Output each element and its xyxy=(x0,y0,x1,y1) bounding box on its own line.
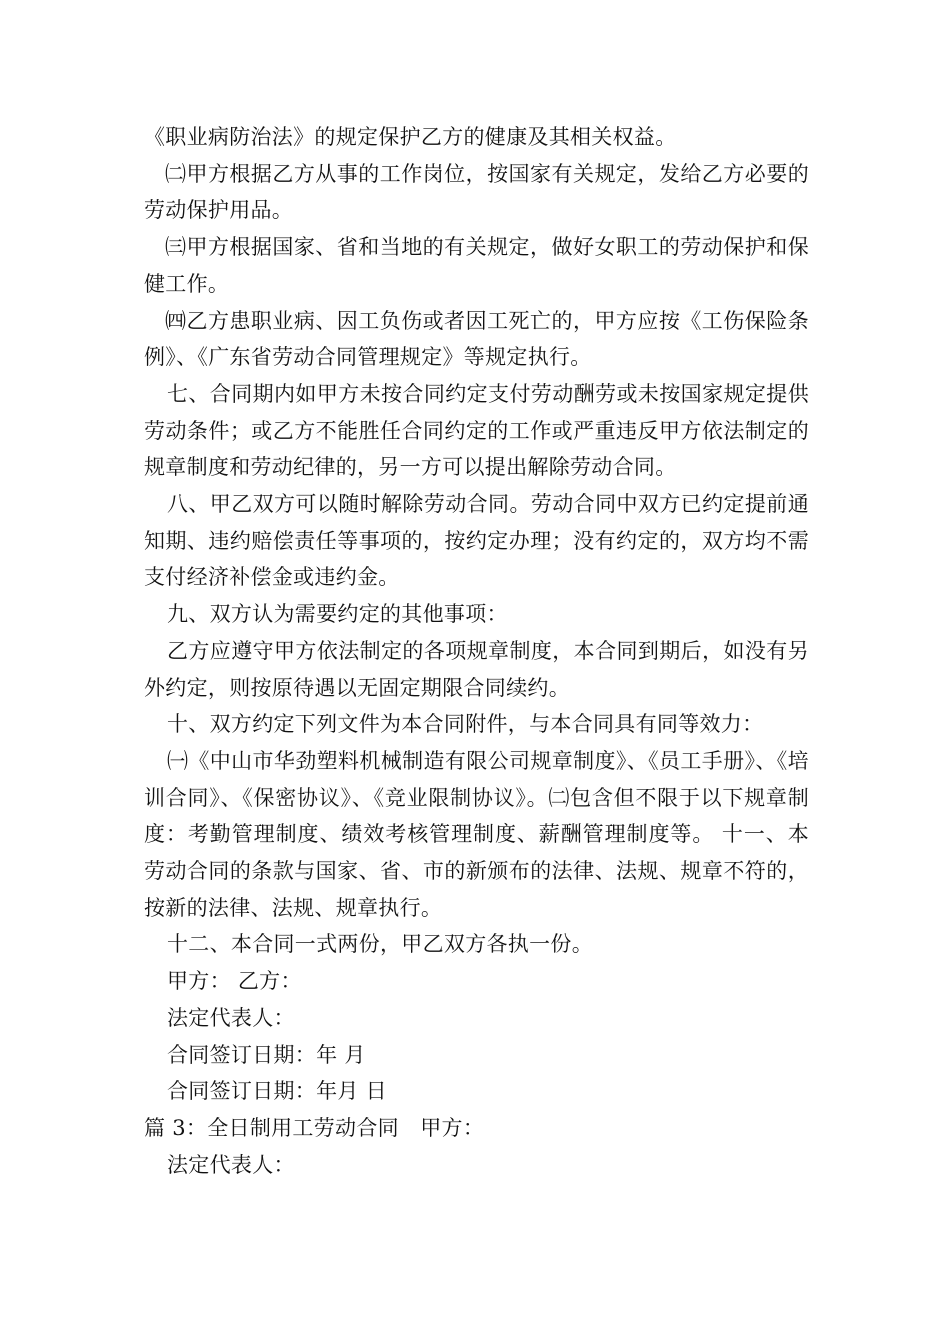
paragraph-work-injury: ㈣乙方患职业病、因工负伤或者因工死亡的，甲方应按《工伤保险条例》、《广东省劳动合同管理规定》等规定执行。 xyxy=(144,308,809,370)
paragraph-occupational-law: 《职业病防治法》的规定保护乙方的健康及其相关权益。 xyxy=(144,125,677,149)
paragraph-clause-8: 八、甲乙双方可以随时解除劳动合同。劳动合同中双方已约定提前通知期、违约赔偿责任等事项的，按约定办理；没有约定的，双方均不需支付经济补偿金或违约金。 xyxy=(144,492,809,590)
paragraph-female-workers: ㈢甲方根据国家、省和当地的有关规定，做好女职工的劳动保护和保健工作。 xyxy=(144,235,809,296)
paragraph-clause-12: 十二、本合同一式两份，甲乙双方各执一份。 xyxy=(167,932,593,957)
paragraph-clause-10: 十、双方约定下列文件为本合同附件，与本合同具有同等效力： xyxy=(167,712,764,737)
signature-legal-rep: 法定代表人： xyxy=(167,1005,295,1030)
section-heading-part-3: 篇 3：全日制用工劳动合同 甲方： xyxy=(144,1115,485,1140)
part3-legal-rep: 法定代表人： xyxy=(167,1152,295,1177)
signature-parties: 甲方： 乙方： xyxy=(167,969,302,994)
signature-date-1: 合同签订日期：年 月 xyxy=(167,1042,366,1067)
paragraph-clause-9: 九、双方认为需要约定的其他事项： xyxy=(167,602,508,627)
paragraph-protective-equipment: ㈡甲方根据乙方从事的工作岗位，按国家有关规定，发给乙方必要的劳动保护用品。 xyxy=(144,161,809,223)
paragraph-rules-compliance: 乙方应遵守甲方依法制定的各项规章制度，本合同到期后，如没有另外约定，则按原待遇以无固定期限合同续约。 xyxy=(144,638,809,700)
paragraph-attachments: ㈠《中山市华劲塑料机械制造有限公司规章制度》、《员工手册》、《培训合同》、《保密协议》、《竞业限制协议》。㈡包含但不限于以下规章制度：考勤管理制度、绩效考核管理制度、薪酬管理制度等。 十一、本劳动合同的条款与国家、省、市的新颁布的法律、法规、规章不符的，按新的法律、法规、规章执行。 xyxy=(144,748,809,920)
paragraph-clause-7: 七、合同期内如甲方未按合同约定支付劳动酬劳或未按国家规定提供劳动条件；或乙方不能胜任合同约定的工作或严重违反甲方依法制定的规章制度和劳动纪律的，另一方可以提出解除劳动合同。 xyxy=(144,381,809,480)
document-body xyxy=(144,119,809,1183)
signature-date-2: 合同签订日期：年月 日 xyxy=(167,1079,387,1104)
